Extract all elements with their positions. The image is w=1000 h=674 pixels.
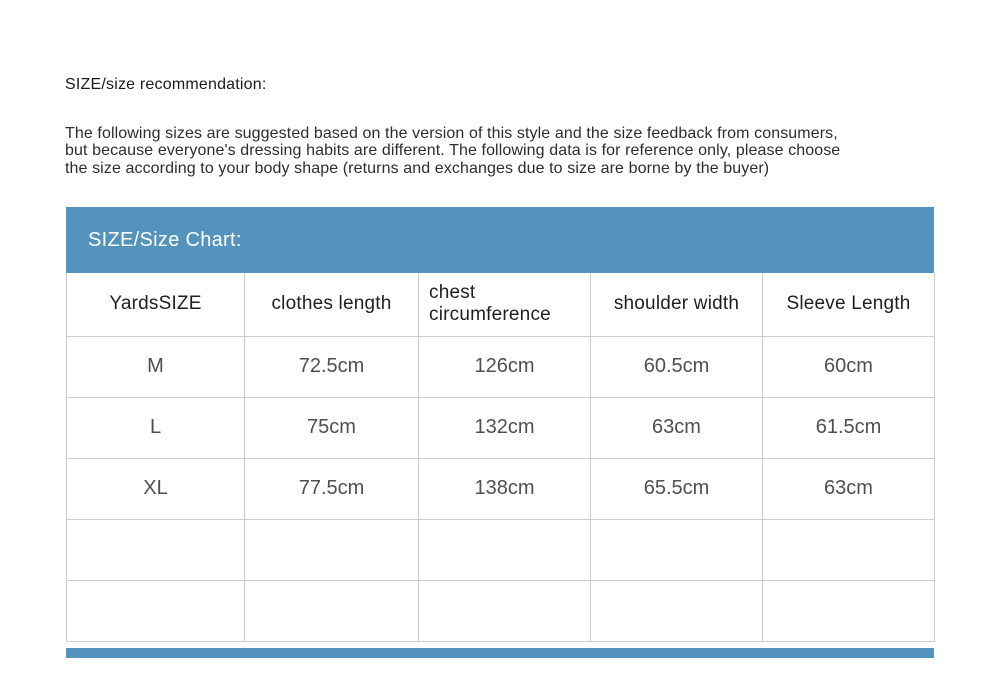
table-header-row — [67, 273, 935, 336]
table-cell — [763, 580, 935, 641]
table-cell: L — [67, 397, 245, 458]
table-cell: 63cm — [591, 397, 763, 458]
size-chart-title: SIZE/Size Chart: — [88, 228, 242, 251]
description-line: the size according to your body shape (returns and exchanges due to size are borne by the buyer) — [65, 159, 770, 177]
size-description — [65, 125, 840, 177]
bottom-accent-bar — [66, 648, 934, 658]
col-header-chest-circumference: chest circumference — [419, 273, 591, 336]
table-cell: 138cm — [419, 458, 591, 519]
table-cell — [67, 580, 245, 641]
table-cell: 126cm — [419, 336, 591, 397]
table-cell: 65.5cm — [591, 458, 763, 519]
table-cell: 61.5cm — [763, 397, 935, 458]
table-row-m — [67, 336, 935, 397]
table-cell: 60cm — [763, 336, 935, 397]
table-cell: 72.5cm — [245, 336, 419, 397]
page-title: SIZE/size recommendation: — [65, 76, 267, 93]
table-cell: XL — [67, 458, 245, 519]
table-cell — [419, 519, 591, 580]
table-cell — [419, 580, 591, 641]
table-cell: 63cm — [763, 458, 935, 519]
table-row-xl — [67, 458, 935, 519]
size-table — [66, 273, 935, 642]
table-row-empty — [67, 580, 935, 641]
col-header-size: YardsSIZE — [67, 273, 245, 336]
table-cell: 75cm — [245, 397, 419, 458]
col-header-sleeve-length: Sleeve Length — [763, 273, 935, 336]
table-cell — [591, 580, 763, 641]
table-cell: 60.5cm — [591, 336, 763, 397]
table-cell — [245, 519, 419, 580]
size-chart-title-bar — [66, 207, 934, 273]
col-header-clothes-length: clothes length — [245, 273, 419, 336]
table-cell: 77.5cm — [245, 458, 419, 519]
description-line: but because everyone's dressing habits are different. The following data is for reference only, please choose — [65, 142, 841, 160]
table-cell — [591, 519, 763, 580]
table-cell: M — [67, 336, 245, 397]
table-row-empty — [67, 519, 935, 580]
description-line: The following sizes are suggested based on the version of this style and the size feedback from consumers, — [65, 125, 838, 142]
table-row-l — [67, 397, 935, 458]
table-cell — [763, 519, 935, 580]
table-cell — [67, 519, 245, 580]
table-cell — [245, 580, 419, 641]
table-cell: 132cm — [419, 397, 591, 458]
col-header-shoulder-width: shoulder width — [591, 273, 763, 336]
